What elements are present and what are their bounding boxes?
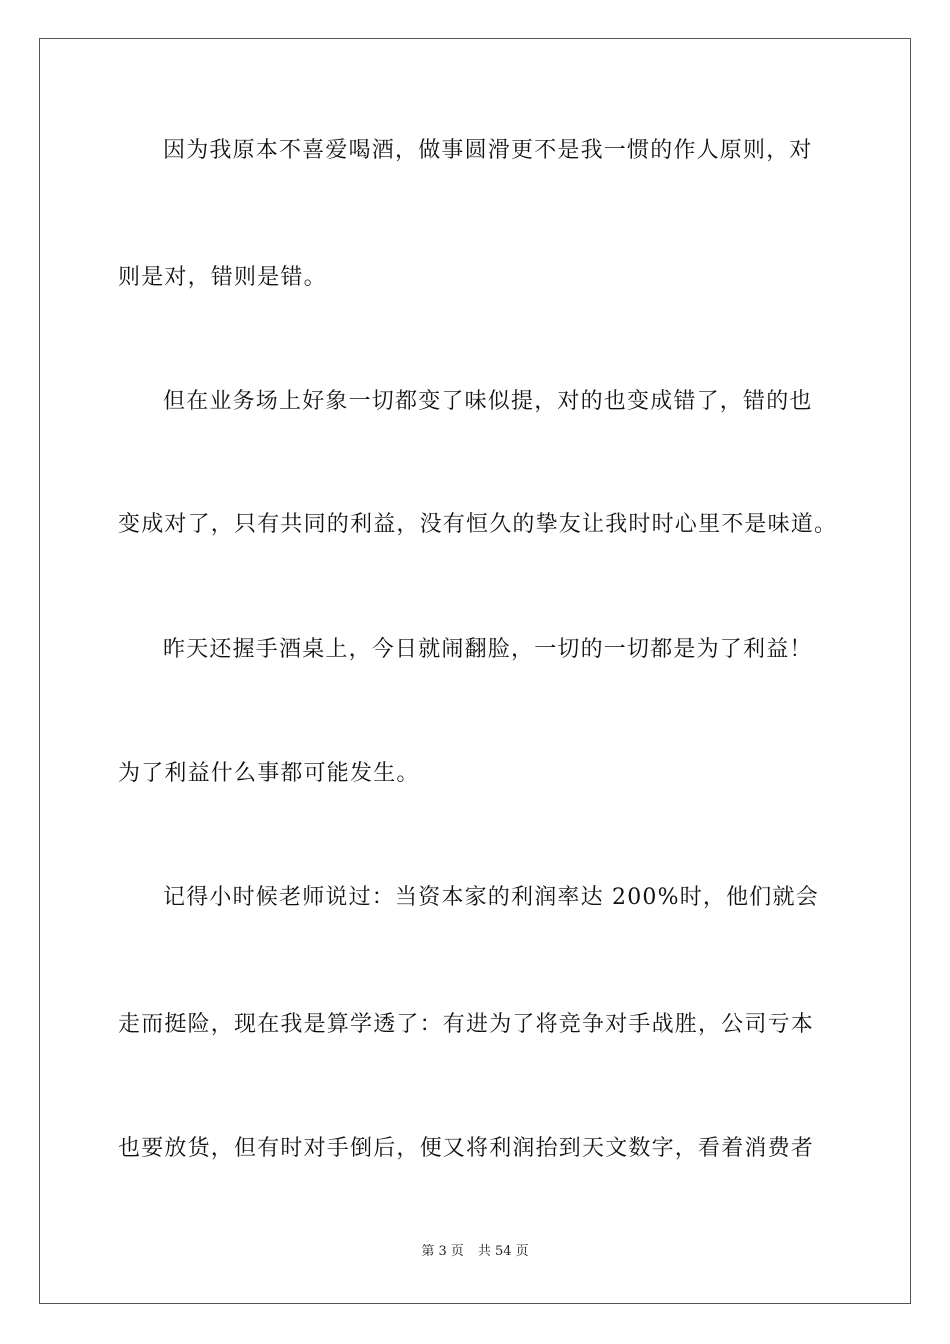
paragraph-2-line-2: 变成对了，只有共同的利益，没有恒久的挚友让我时时心里不是味道。	[118, 512, 838, 537]
paragraph-4-line-1: 记得小时候老师说过：当资本家的利润率达 200%时，他们就会	[163, 885, 819, 910]
page-border	[39, 38, 911, 1304]
paragraph-4-line-2: 走而挺险，现在我是算学透了：有进为了将竞争对手战胜，公司亏本	[118, 1012, 815, 1037]
paragraph-2-line-1: 但在业务场上好象一切都变了味似提，对的也变成错了，错的也	[163, 389, 813, 414]
paragraph-4-line-3: 也要放货，但有时对手倒后，便又将利润抬到天文数字，看着消费者	[118, 1136, 815, 1161]
paragraph-1-line-2: 则是对，错则是错。	[118, 265, 327, 290]
page-footer	[0, 1243, 950, 1261]
paragraph-1-line-1: 因为我原本不喜爱喝酒，做事圆滑更不是我一惯的作人原则，对	[163, 138, 813, 163]
paragraph-3-line-2: 为了利益什么事都可能发生。	[118, 761, 420, 786]
paragraph-3-line-1: 昨天还握手酒桌上，今日就闹翻脸，一切的一切都是为了利益！	[163, 637, 813, 662]
page-number: 第 3 页	[421, 1244, 464, 1259]
page-total: 共 54 页	[477, 1244, 529, 1259]
